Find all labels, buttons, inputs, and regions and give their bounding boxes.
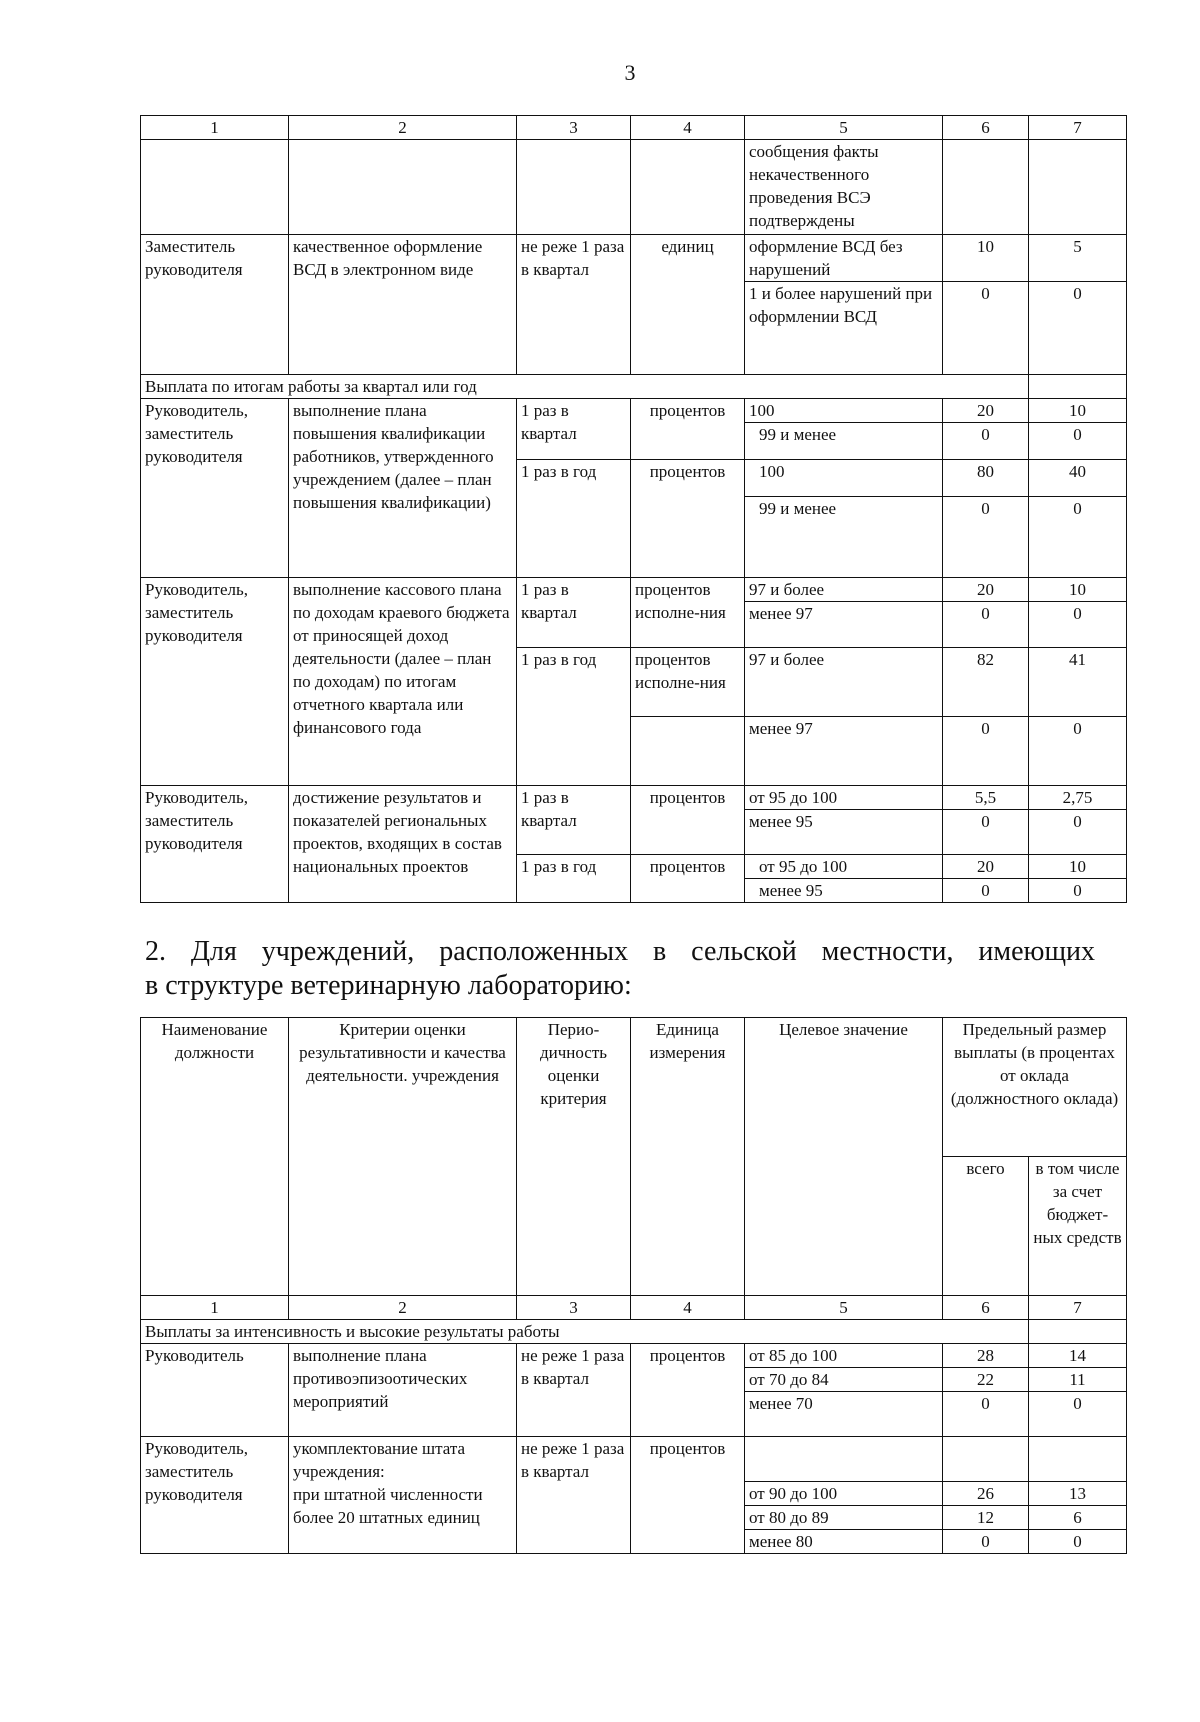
total-cell: 0	[943, 1530, 1029, 1554]
target-cell: менее 70	[745, 1392, 943, 1437]
target-cell: от 85 до 100	[745, 1344, 943, 1368]
target-cell: менее 97	[745, 717, 943, 786]
budget-cell: 0	[1029, 602, 1127, 648]
colnum: 3	[517, 1296, 631, 1320]
unit-cell: процентов исполне-ния	[631, 578, 745, 648]
header-unit: Единица измерения	[631, 1018, 745, 1296]
colnum: 7	[1029, 116, 1127, 140]
target-cell: сообщения факты некачественного проведения ВСЭ подтверждены	[745, 140, 943, 235]
total-cell: 0	[943, 497, 1029, 578]
budget-cell: 10	[1029, 399, 1127, 423]
colnum: 5	[745, 1296, 943, 1320]
header-max-payment: Предельный размер выплаты (в процентах от оклада (должностного оклада)	[943, 1018, 1127, 1157]
total-cell: 12	[943, 1506, 1029, 1530]
criterion-line: укомплектование штата учреждения:	[293, 1439, 466, 1481]
header-target: Целевое значение	[745, 1018, 943, 1296]
total-cell: 0	[943, 810, 1029, 855]
table-row	[141, 235, 1127, 282]
total-cell: 20	[943, 399, 1029, 423]
total-cell: 26	[943, 1482, 1029, 1506]
period-cell: не реже 1 раза в квартал	[517, 1437, 631, 1554]
budget-cell: 0	[1029, 879, 1127, 903]
section-title: Выплата по итогам работы за квартал или год	[141, 375, 1029, 399]
colnum: 7	[1029, 1296, 1127, 1320]
period-cell: 1 раз в год	[517, 460, 631, 578]
colnum: 6	[943, 1296, 1029, 1320]
unit-cell: процентов	[631, 1437, 745, 1554]
table-row	[141, 140, 1127, 235]
target-cell: менее 95	[745, 810, 943, 855]
total-cell: 22	[943, 1368, 1029, 1392]
criterion-cell: выполнение плана повышения квалификации работников, утвержденного учреждением (далее – план повышения квалификации)	[289, 399, 517, 578]
target-cell: от 95 до 100	[745, 855, 943, 879]
total-cell: 20	[943, 855, 1029, 879]
colnum: 2	[289, 1296, 517, 1320]
budget-cell: 40	[1029, 460, 1127, 497]
paragraph-heading-line: 2. Для учреждений, расположенных в сельской местности, имеющих	[145, 936, 1095, 967]
budget-cell: 2,75	[1029, 786, 1127, 810]
target-cell: 97 и более	[745, 578, 943, 602]
budget-cell: 0	[1029, 1530, 1127, 1554]
target-cell: 99 и менее	[745, 497, 943, 578]
period-cell: 1 раз в квартал	[517, 786, 631, 855]
budget-cell: 14	[1029, 1344, 1127, 1368]
header-periodicity: Перио-дичность оценки критерия	[517, 1018, 631, 1296]
criterion-cell: достижение результатов и показателей региональных проектов, входящих в состав национальных проектов	[289, 786, 517, 903]
target-cell: 1 и более нарушений при оформлении ВСД	[745, 282, 943, 375]
period-cell: не реже 1 раза в квартал	[517, 1344, 631, 1437]
target-cell: 100	[745, 460, 943, 497]
target-cell: менее 95	[745, 879, 943, 903]
target-cell: от 80 до 89	[745, 1506, 943, 1530]
table-row	[141, 1437, 1127, 1482]
position-cell: Руководитель, заместитель руководителя	[141, 578, 289, 786]
budget-cell: 6	[1029, 1506, 1127, 1530]
total-cell: 0	[943, 602, 1029, 648]
budget-cell: 0	[1029, 423, 1127, 460]
unit-cell: процентов	[631, 460, 745, 578]
header-row	[141, 1018, 1127, 1157]
total-cell: 0	[943, 717, 1029, 786]
colnum: 6	[943, 116, 1029, 140]
budget-cell: 13	[1029, 1482, 1127, 1506]
colnum: 5	[745, 116, 943, 140]
budget-cell: 0	[1029, 282, 1127, 375]
total-cell: 20	[943, 578, 1029, 602]
criterion-cell	[289, 1437, 517, 1554]
criterion-cell: выполнение плана противоэпизоотических мероприятий	[289, 1344, 517, 1437]
total-cell: 0	[943, 423, 1029, 460]
paragraph-heading-line: в структуре ветеринарную лабораторию:	[145, 970, 632, 1001]
budget-cell: 0	[1029, 1392, 1127, 1437]
header-total: всего	[943, 1157, 1029, 1296]
budget-cell: 11	[1029, 1368, 1127, 1392]
colnum: 3	[517, 116, 631, 140]
colnum: 1	[141, 1296, 289, 1320]
budget-cell: 0	[1029, 810, 1127, 855]
unit-cell: единиц	[631, 235, 745, 375]
colnum: 2	[289, 116, 517, 140]
period-cell: 1 раз в квартал	[517, 578, 631, 648]
target-cell: от 70 до 84	[745, 1368, 943, 1392]
unit-cell: процентов	[631, 399, 745, 460]
table-row	[141, 1344, 1127, 1368]
colnum: 4	[631, 1296, 745, 1320]
total-cell: 0	[943, 282, 1029, 375]
header-criteria: Критерии оценки результативности и качества деятельности. учреждения	[289, 1018, 517, 1296]
target-cell: от 95 до 100	[745, 786, 943, 810]
target-cell: 100	[745, 399, 943, 423]
total-cell: 10	[943, 235, 1029, 282]
column-numbers-row	[141, 116, 1127, 140]
criteria-table-continued	[140, 115, 1127, 903]
table-row	[141, 578, 1127, 602]
period-cell: не реже 1 раза в квартал	[517, 235, 631, 375]
period-cell: 1 раз в год	[517, 855, 631, 903]
unit-cell: процентов	[631, 855, 745, 903]
total-cell: 5,5	[943, 786, 1029, 810]
colnum: 1	[141, 116, 289, 140]
position-cell: Руководитель, заместитель руководителя	[141, 786, 289, 903]
header-budget: в том числе за счет бюджет-ных средств	[1029, 1157, 1127, 1296]
table-row	[141, 786, 1127, 810]
target-cell: от 90 до 100	[745, 1482, 943, 1506]
criterion-line: при штатной численности более 20 штатных единиц	[293, 1485, 483, 1527]
unit-cell: процентов	[631, 1344, 745, 1437]
total-cell: 0	[943, 879, 1029, 903]
budget-cell: 0	[1029, 497, 1127, 578]
criteria-table-rural	[140, 1017, 1127, 1554]
section-row	[141, 375, 1127, 399]
position-cell: Руководитель, заместитель руководителя	[141, 1437, 289, 1554]
total-cell: 0	[943, 1392, 1029, 1437]
total-cell: 28	[943, 1344, 1029, 1368]
period-cell: 1 раз в год	[517, 648, 631, 786]
target-cell: 97 и более	[745, 648, 943, 717]
total-cell: 80	[943, 460, 1029, 497]
page-number: 3	[624, 60, 636, 85]
unit-cell: процентов	[631, 786, 745, 855]
budget-cell: 0	[1029, 717, 1127, 786]
header-position: Наименование должности	[141, 1018, 289, 1296]
target-cell: оформление ВСД без нарушений	[745, 235, 943, 282]
target-cell: менее 80	[745, 1530, 943, 1554]
table-row	[141, 399, 1127, 423]
unit-cell: процентов исполне-ния	[631, 648, 745, 717]
budget-cell: 10	[1029, 578, 1127, 602]
target-cell: 99 и менее	[745, 423, 943, 460]
budget-cell: 41	[1029, 648, 1127, 717]
target-cell: менее 97	[745, 602, 943, 648]
column-numbers-row	[141, 1296, 1127, 1320]
position-cell: Руководитель, заместитель руководителя	[141, 399, 289, 578]
colnum: 4	[631, 116, 745, 140]
budget-cell: 10	[1029, 855, 1127, 879]
section-title: Выплаты за интенсивность и высокие результаты работы	[141, 1320, 1029, 1344]
budget-cell: 5	[1029, 235, 1127, 282]
position-cell: Руководитель	[141, 1344, 289, 1437]
period-cell: 1 раз в квартал	[517, 399, 631, 460]
position-cell: Заместитель руководителя	[141, 235, 289, 375]
total-cell: 82	[943, 648, 1029, 717]
section-row	[141, 1320, 1127, 1344]
criterion-cell: качественное оформление ВСД в электронном виде	[289, 235, 517, 375]
criterion-cell: выполнение кассового плана по доходам краевого бюджета от приносящей доход деятельности (далее – план по доходам) по итогам отчетного квартала или финансового года	[289, 578, 517, 786]
